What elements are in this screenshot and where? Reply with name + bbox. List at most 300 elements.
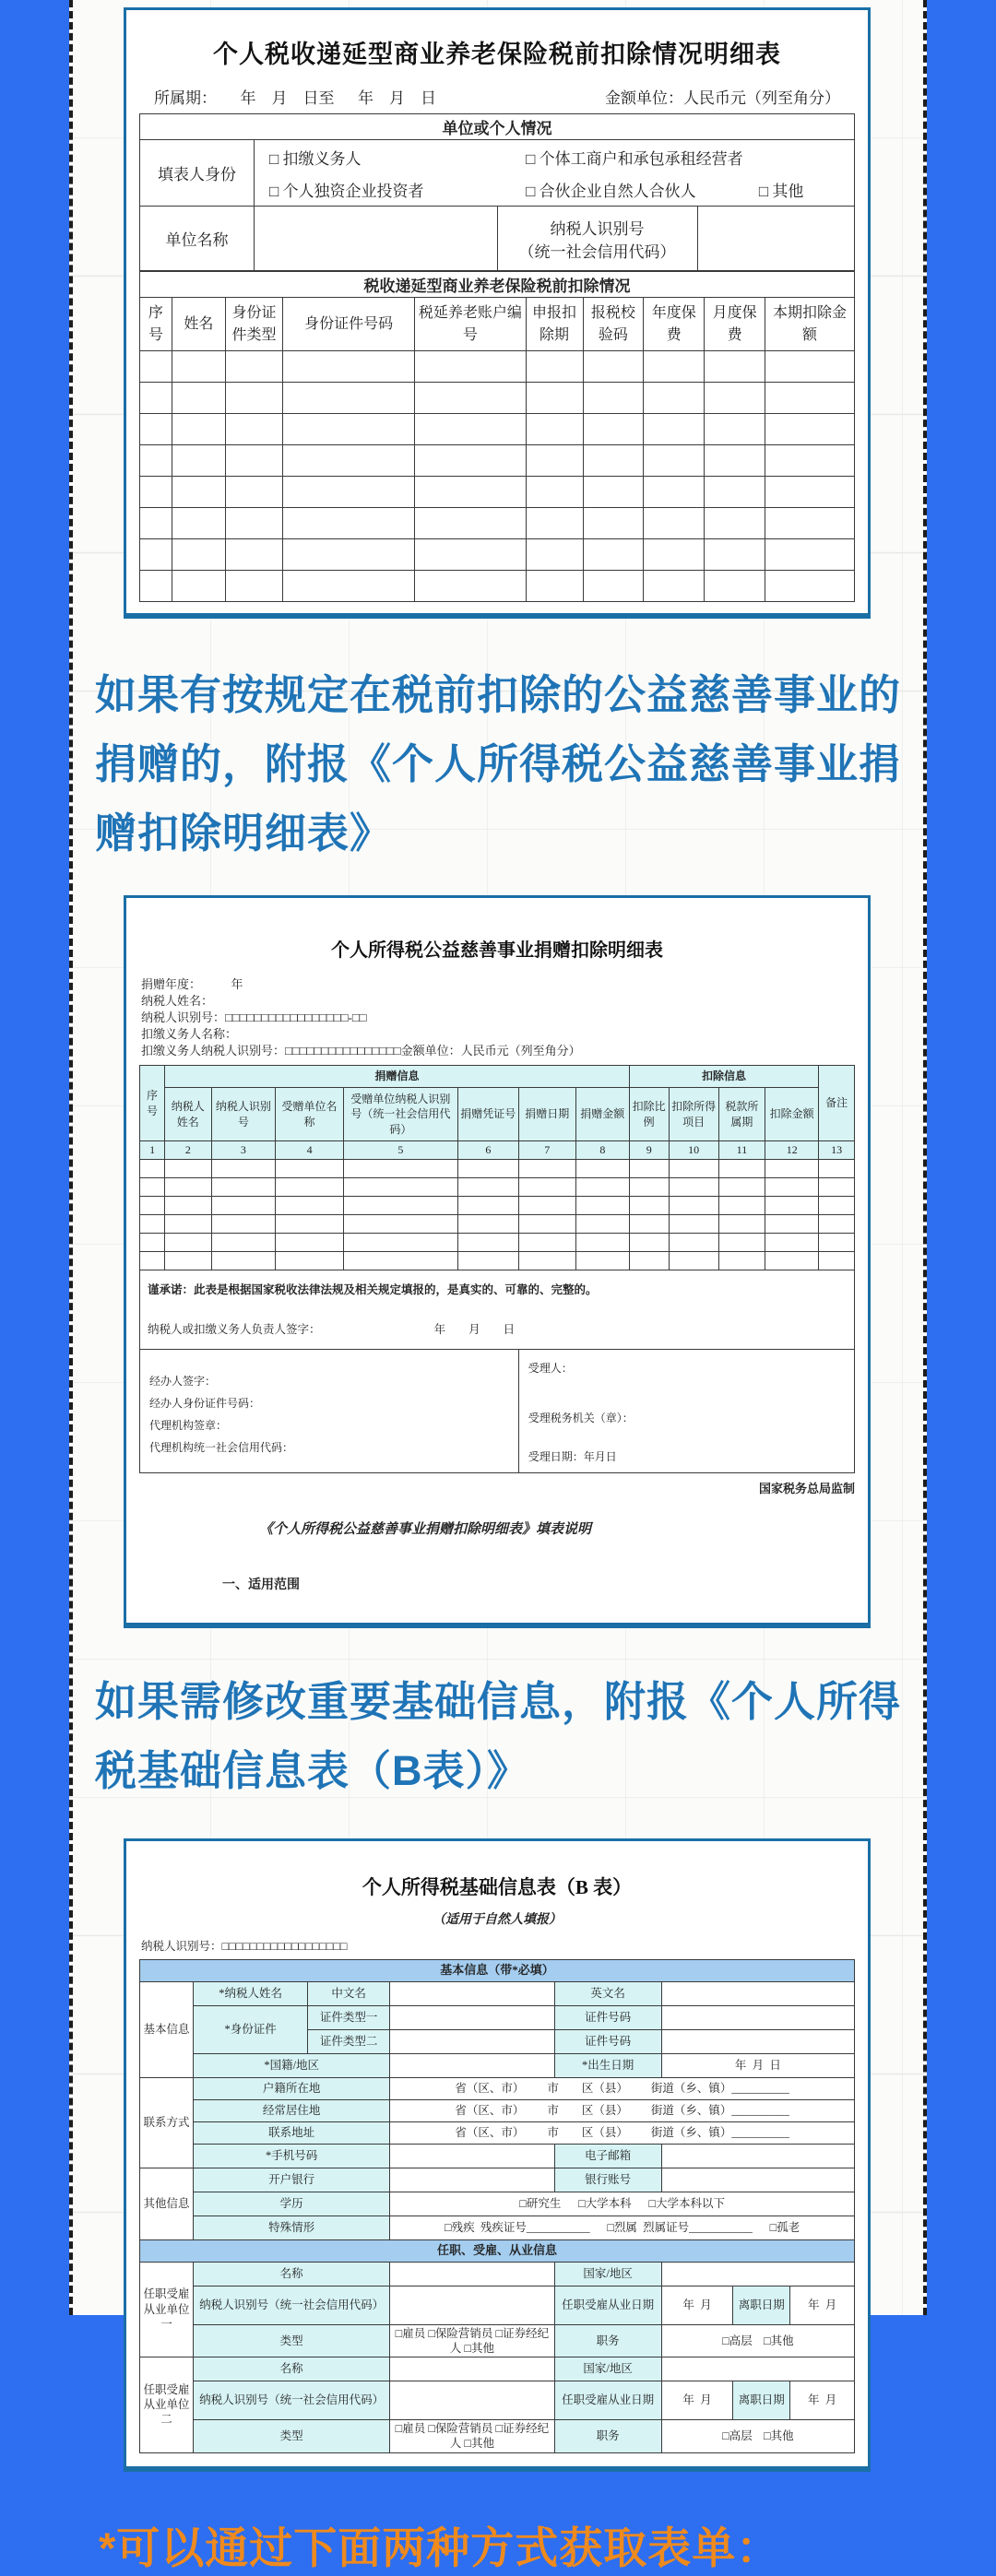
note-basic-info-attachment: [95, 1667, 923, 1805]
col-header: 身份证件号码: [283, 298, 415, 351]
empty-cell: [276, 1215, 344, 1234]
empty-cell: [343, 1215, 457, 1234]
empty-cell: [226, 477, 283, 508]
empty-cell: [583, 383, 644, 414]
empty-cell: [343, 1160, 457, 1178]
empty-cell: [140, 571, 172, 602]
empty-cell: [172, 477, 225, 508]
label-residence: 经常居住地: [194, 2099, 390, 2121]
value-cell: [661, 1981, 854, 2005]
empty-cell: [718, 1215, 765, 1234]
empty-cell: [226, 539, 283, 571]
empty-cell: [583, 477, 644, 508]
promise-block: [140, 1270, 855, 1350]
checkbox-option-partnership: □ 合伙企业自然人合伙人: [526, 182, 696, 200]
empty-cell: [765, 477, 855, 508]
empty-cell: [518, 1197, 575, 1215]
empty-cell: [629, 1215, 669, 1234]
label-birth-date: *出生日期: [554, 2053, 661, 2077]
empty-cell: [669, 1234, 718, 1252]
label-leave-date: 离职日期: [733, 2286, 790, 2324]
empty-cell: [140, 539, 172, 571]
label-employer-name: 名称: [194, 2357, 390, 2381]
group-contact: 联系方式: [140, 2077, 194, 2168]
label-employer-name: 名称: [194, 2262, 390, 2286]
empty-cell: [343, 1178, 457, 1197]
col-number: 3: [211, 1141, 276, 1160]
label-id-document: *身份证件: [194, 2005, 308, 2053]
empty-cell: [140, 414, 172, 445]
empty-cell: [211, 1234, 276, 1252]
empty-cell: [283, 383, 415, 414]
empty-cell: [165, 1178, 211, 1197]
empty-table-row: [140, 1234, 855, 1252]
form-card-pension-deduction: [124, 7, 871, 619]
empty-cell: [415, 445, 526, 477]
empty-cell: [765, 414, 855, 445]
col-header: 扣除所得项目: [669, 1088, 718, 1141]
empty-cell: [669, 1252, 718, 1270]
label-employer-tin: 纳税人识别号（统一社会信用代码）: [194, 2381, 390, 2420]
empty-cell: [518, 1234, 575, 1252]
empty-cell: [819, 1234, 855, 1252]
empty-cell: [526, 414, 583, 445]
value-cell: [661, 2144, 854, 2168]
label-country: 国家/地区: [554, 2357, 661, 2381]
accept-person-label: 受理人：: [528, 1362, 573, 1375]
empty-cell: [705, 571, 765, 602]
empty-cell: [276, 1160, 344, 1178]
empty-cell: [526, 571, 583, 602]
empty-cell: [172, 539, 225, 571]
empty-cell: [211, 1215, 276, 1234]
empty-cell: [583, 414, 644, 445]
empty-cell: [172, 445, 225, 477]
col-header: 捐赠日期: [518, 1088, 575, 1141]
empty-cell: [211, 1252, 276, 1270]
empty-cell: [457, 1252, 518, 1270]
agent-sign-label: 经办人签字：: [149, 1374, 217, 1388]
empty-cell: [226, 508, 283, 539]
empty-cell: [669, 1160, 718, 1178]
empty-cell: [765, 1160, 819, 1178]
empty-cell: [226, 351, 283, 383]
empty-cell: [575, 1160, 629, 1178]
empty-cell: [276, 1252, 344, 1270]
empty-cell: [526, 539, 583, 571]
empty-cell: [575, 1215, 629, 1234]
label-en-name: 英文名: [554, 1981, 661, 2005]
value-cell: [661, 2005, 854, 2029]
value-cell: [390, 2053, 554, 2077]
col-header: 报税校验码: [583, 298, 644, 351]
empty-cell: [644, 445, 705, 477]
empty-cell: [283, 477, 415, 508]
empty-cell: [165, 1160, 211, 1178]
section-employment-info: 任职、受雇、从业信息: [140, 2239, 855, 2262]
form3-subtitle: （适用于自然人填报）: [433, 1911, 562, 1927]
empty-cell: [644, 351, 705, 383]
empty-cell: [211, 1197, 276, 1215]
col-header: 纳税人姓名: [165, 1088, 211, 1141]
value-ym: 年 月: [661, 2381, 733, 2420]
empty-cell: [575, 1197, 629, 1215]
value-cell: [390, 2286, 554, 2324]
form1-unit-name-label: 单位名称: [140, 207, 255, 271]
empty-cell: [583, 508, 644, 539]
label-nationality: *国籍/地区: [194, 2053, 390, 2077]
value-ym: 年 月: [790, 2381, 855, 2420]
label-employment-type: 类型: [194, 2324, 390, 2357]
value-cell: [390, 2029, 554, 2053]
value-cell: [661, 2029, 854, 2053]
col-header: 受赠单位纳税人识别号（统一社会信用代码）: [343, 1088, 457, 1141]
note-line: 如果有按规定在税前扣除的公益慈善事业的: [95, 671, 902, 718]
empty-cell: [718, 1160, 765, 1178]
section-basic-info: 基本信息（带*必填）: [140, 1959, 855, 1981]
label-id-type2: 证件类型二: [308, 2029, 390, 2053]
col-number: 2: [165, 1141, 211, 1160]
empty-cell: [644, 508, 705, 539]
empty-cell: [140, 477, 172, 508]
empty-cell: [583, 445, 644, 477]
empty-cell: [172, 414, 225, 445]
empty-cell: [226, 383, 283, 414]
empty-cell: [629, 1197, 669, 1215]
empty-cell: [765, 383, 855, 414]
empty-cell: [283, 445, 415, 477]
empty-cell: [765, 1234, 819, 1252]
empty-cell: [644, 477, 705, 508]
empty-table-row: [140, 351, 855, 383]
empty-cell: [518, 1160, 575, 1178]
accept-org-label: 受理税务机关（章）：: [528, 1412, 634, 1425]
value-type-options: □雇员 □保险营销员 □证券经纪人 □其他: [390, 2420, 554, 2453]
form1-section-detail: 税收递延型商业养老保险税前扣除情况: [140, 272, 855, 298]
empty-cell: [140, 383, 172, 414]
col-number: 12: [765, 1141, 819, 1160]
value-duty-options: □高层 □其他: [661, 2420, 854, 2453]
empty-cell: [669, 1178, 718, 1197]
tin-label-line2: （统一社会信用代码）: [518, 242, 676, 261]
empty-cell: [765, 1197, 819, 1215]
empty-cell: [705, 508, 765, 539]
col-header-seq: 序号: [140, 1066, 165, 1141]
col-number: 7: [518, 1141, 575, 1160]
empty-cell: [705, 351, 765, 383]
form2-title: 个人所得税公益慈善事业捐赠扣除明细表: [331, 940, 663, 961]
empty-cell: [718, 1178, 765, 1197]
value-education-options: □研究生 □大学本科 □大学本科以下: [390, 2192, 855, 2216]
group-employer-two: 任职受雇从业单位二: [140, 2357, 194, 2453]
checkbox-option-withholding-agent: □ 扣缴义务人: [269, 149, 362, 168]
value-cell: [390, 2005, 554, 2029]
empty-cell: [765, 539, 855, 571]
empty-cell: [283, 508, 415, 539]
empty-table-row: [140, 539, 855, 571]
empty-cell: [140, 1197, 165, 1215]
group-header-donation: 捐赠信息: [165, 1066, 630, 1088]
form1-tin-value: [697, 207, 855, 271]
empty-cell: [415, 477, 526, 508]
empty-cell: [705, 445, 765, 477]
form1-period: 所属期： 年 月 日至 年 月 日: [154, 89, 436, 107]
group-basic: 基本信息: [140, 1981, 194, 2077]
col-number: 13: [819, 1141, 855, 1160]
empty-cell: [415, 414, 526, 445]
empty-cell: [718, 1234, 765, 1252]
form3-table: [139, 1959, 855, 2453]
empty-cell: [140, 445, 172, 477]
empty-cell: [172, 571, 225, 602]
empty-cell: [669, 1215, 718, 1234]
label-bank-account: 银行账号: [554, 2168, 661, 2192]
value-address: 省（区、市） 市 区（县） 街道（乡、镇）__________: [390, 2121, 855, 2144]
empty-cell: [575, 1178, 629, 1197]
form-card-basic-info-b: [124, 1838, 871, 2472]
empty-cell: [629, 1160, 669, 1178]
empty-cell: [226, 414, 283, 445]
empty-cell: [518, 1252, 575, 1270]
label-contact-address: 联系地址: [194, 2121, 390, 2144]
value-duty-options: □高层 □其他: [661, 2324, 854, 2357]
empty-cell: [583, 351, 644, 383]
group-header-deduction: 扣除信息: [629, 1066, 818, 1088]
form1-tin-label: [497, 207, 697, 271]
empty-cell: [518, 1178, 575, 1197]
empty-cell: [165, 1252, 211, 1270]
empty-cell: [140, 1160, 165, 1178]
empty-cell: [629, 1252, 669, 1270]
empty-cell: [226, 571, 283, 602]
empty-cell: [765, 1178, 819, 1197]
value-cell: [661, 2262, 854, 2286]
form1-unit-table: [139, 113, 855, 271]
col-header: 税款所属期: [718, 1088, 765, 1141]
empty-table-row: [140, 1197, 855, 1215]
col-number: 9: [629, 1141, 669, 1160]
value-ymd: 年 月 日: [661, 2053, 854, 2077]
empty-cell: [718, 1197, 765, 1215]
empty-table-row: [140, 414, 855, 445]
agent-id-label: 经办人身份证件号码：: [149, 1397, 261, 1411]
empty-cell: [765, 351, 855, 383]
col-header: 捐赠凭证号: [457, 1088, 518, 1141]
empty-cell: [165, 1215, 211, 1234]
form2-donation-year: 捐赠年度： 年: [141, 977, 243, 991]
empty-cell: [165, 1234, 211, 1252]
empty-cell: [705, 477, 765, 508]
empty-table-row: [140, 445, 855, 477]
empty-cell: [140, 1178, 165, 1197]
value-cell: [390, 2168, 554, 2192]
empty-cell: [457, 1234, 518, 1252]
col-header: 身份证件类型: [226, 298, 283, 351]
empty-cell: [165, 1197, 211, 1215]
empty-cell: [140, 1215, 165, 1234]
label-employment-type: 类型: [194, 2420, 390, 2453]
empty-cell: [644, 571, 705, 602]
col-header: 捐赠金额: [575, 1088, 629, 1141]
empty-cell: [819, 1178, 855, 1197]
empty-cell: [343, 1197, 457, 1215]
form2-table: [139, 1065, 855, 1473]
empty-cell: [140, 1252, 165, 1270]
note-line: 如果需修改重要基础信息，附报《个人所得: [95, 1677, 902, 1725]
col-header-remark: 备注: [819, 1066, 855, 1141]
label-cn-name: 中文名: [308, 1981, 390, 2005]
checkbox-option-sole-proprietor: □ 个人独资企业投资者: [269, 182, 424, 200]
form1-amount-unit: 金额单位：人民币元（列至角分）: [605, 89, 840, 107]
label-employment-date: 任职受雇从业日期: [554, 2381, 661, 2420]
empty-cell: [226, 445, 283, 477]
empty-cell: [705, 539, 765, 571]
empty-cell: [765, 445, 855, 477]
col-number: 8: [575, 1141, 629, 1160]
empty-cell: [583, 571, 644, 602]
group-other: 其他信息: [140, 2168, 194, 2239]
col-header: 申报扣除期: [526, 298, 583, 351]
empty-cell: [819, 1215, 855, 1234]
empty-cell: [765, 1252, 819, 1270]
value-cell: [390, 2381, 554, 2420]
empty-cell: [172, 351, 225, 383]
form2-scope-heading: 一、适用范围: [222, 1578, 300, 1592]
agent-block: [140, 1350, 519, 1473]
value-cell: [661, 2168, 854, 2192]
content-panel: [69, 0, 927, 2572]
tin-label-line1: 纳税人识别号: [550, 219, 645, 238]
empty-cell: [644, 414, 705, 445]
empty-cell: [343, 1234, 457, 1252]
empty-cell: [819, 1160, 855, 1178]
empty-cell: [526, 351, 583, 383]
label-hukou: 户籍所在地: [194, 2077, 390, 2099]
empty-cell: [415, 351, 526, 383]
empty-cell: [629, 1234, 669, 1252]
empty-cell: [819, 1197, 855, 1215]
empty-cell: [518, 1215, 575, 1234]
promise-text: 谨承诺：此表是根据国家税收法律法规及相关规定填报的，是真实的、可靠的、完整的。: [148, 1282, 598, 1296]
sign-date: 年 月 日: [433, 1322, 516, 1336]
label-duty: 职务: [554, 2420, 661, 2453]
empty-table-row: [140, 508, 855, 539]
value-cell: [390, 2357, 554, 2381]
sign-row: [148, 1322, 847, 1338]
col-number: 1: [140, 1141, 165, 1160]
empty-table-row: [140, 477, 855, 508]
col-number: 5: [343, 1141, 457, 1160]
form3-taxid-line: 纳税人识别号：□□□□□□□□□□□□□□□□□□: [141, 1939, 348, 1953]
empty-table-row: [140, 1252, 855, 1270]
value-ym: 年 月: [790, 2286, 855, 2324]
empty-cell: [765, 1215, 819, 1234]
label-employer-tin: 纳税人识别号（统一社会信用代码）: [194, 2286, 390, 2324]
col-header: 姓名: [172, 298, 225, 351]
col-header: 序号: [140, 298, 172, 351]
col-header: 月度保费: [705, 298, 765, 351]
empty-cell: [140, 508, 172, 539]
value-address: 省（区、市） 市 区（县） 街道（乡、镇）__________: [390, 2099, 855, 2121]
col-header: 扣除比例: [629, 1088, 669, 1141]
empty-cell: [819, 1252, 855, 1270]
empty-cell: [211, 1178, 276, 1197]
form1-identity-options: [255, 140, 855, 207]
empty-cell: [765, 571, 855, 602]
label-bank: 开户银行: [194, 2168, 390, 2192]
empty-cell: [457, 1215, 518, 1234]
label-special-case: 特殊情形: [194, 2216, 390, 2239]
empty-cell: [172, 508, 225, 539]
empty-cell: [629, 1178, 669, 1197]
sign-label: 纳税人或扣缴义务人负责人签字：: [148, 1322, 321, 1336]
empty-cell: [669, 1197, 718, 1215]
form2-meta: [141, 976, 853, 1059]
form1-detail-table: [139, 271, 855, 602]
empty-cell: [644, 539, 705, 571]
form1-title: 个人税收递延型商业养老保险税前扣除情况明细表: [213, 41, 781, 68]
empty-cell: [276, 1234, 344, 1252]
value-ym: 年 月: [661, 2286, 733, 2324]
form3-title: 个人所得税基础信息表（B 表）: [362, 1875, 633, 1898]
footer-note: *可以通过下面两种方式获取表单：: [99, 2523, 781, 2572]
empty-cell: [718, 1252, 765, 1270]
empty-cell: [415, 383, 526, 414]
col-header: 扣除金额: [765, 1088, 819, 1141]
value-cell: [390, 1981, 554, 2005]
empty-cell: [583, 539, 644, 571]
form-card-charity-donation: [124, 895, 871, 1628]
empty-cell: [644, 383, 705, 414]
empty-cell: [283, 414, 415, 445]
form2-instructions-title: 《个人所得税公益慈善事业捐赠扣除明细表》填表说明: [259, 1519, 592, 1537]
form1-section-unit: 单位或个人情况: [140, 114, 855, 140]
label-education: 学历: [194, 2192, 390, 2216]
label-email: 电子邮箱: [554, 2144, 661, 2168]
accept-date-label: 受理日期：年月日: [528, 1450, 617, 1464]
form2-taxpayer-name: 纳税人姓名：: [141, 994, 214, 1008]
empty-cell: [457, 1197, 518, 1215]
empty-cell: [526, 445, 583, 477]
empty-cell: [172, 383, 225, 414]
col-header: 受赠单位名称: [276, 1088, 344, 1141]
empty-cell: [276, 1197, 344, 1215]
empty-cell: [765, 508, 855, 539]
label-country: 国家/地区: [554, 2262, 661, 2286]
empty-cell: [575, 1234, 629, 1252]
empty-cell: [705, 414, 765, 445]
form2-taxpayer-id: 纳税人识别号：□□□□□□□□□□□□□□□□□-□□: [141, 1010, 367, 1024]
value-cell: [661, 2357, 854, 2381]
form1-identity-label: 填表人身份: [140, 140, 255, 207]
form2-agent-name: 扣缴义务人名称：: [141, 1027, 238, 1041]
empty-table-row: [140, 571, 855, 602]
agency-code-label: 代理机构统一社会信用代码：: [149, 1441, 294, 1455]
empty-cell: [415, 571, 526, 602]
label-id-type1: 证件类型一: [308, 2005, 390, 2029]
checkbox-option-individual-business: □ 个体工商户和承包承租经营者: [526, 149, 743, 168]
label-id-number: 证件号码: [554, 2029, 661, 2053]
label-employment-date: 任职受雇从业日期: [554, 2286, 661, 2324]
empty-cell: [140, 1234, 165, 1252]
empty-cell: [575, 1252, 629, 1270]
note-line: 税基础信息表（B表）》: [95, 1746, 529, 1794]
empty-cell: [705, 383, 765, 414]
note-donation-attachment: [95, 660, 923, 868]
form1-unit-name-value: [255, 207, 498, 271]
empty-cell: [457, 1178, 518, 1197]
label-id-number: 证件号码: [554, 2005, 661, 2029]
